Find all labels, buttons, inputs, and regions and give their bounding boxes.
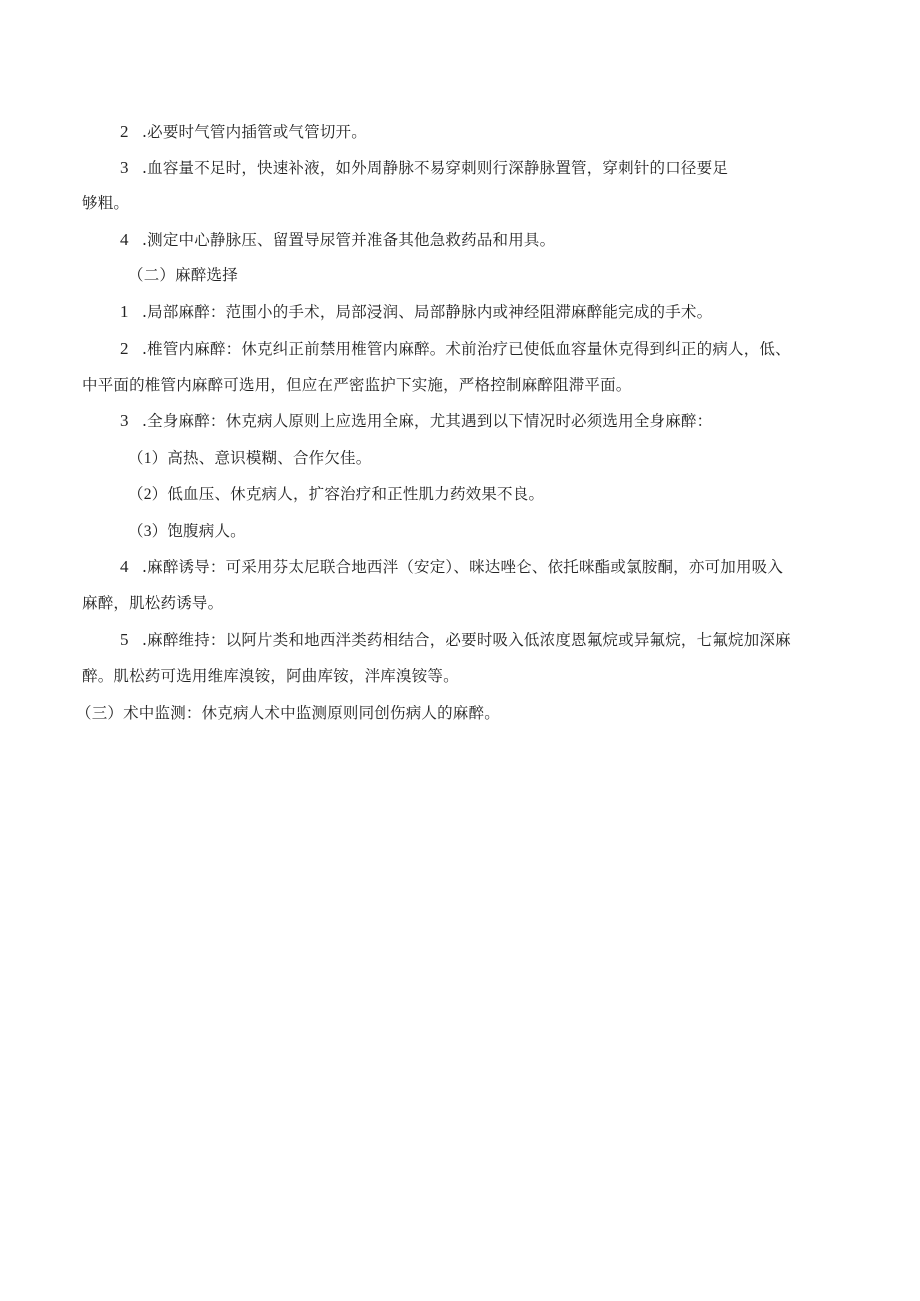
item-text: .椎管内麻醉：休克纠正前禁用椎管内麻醉。术前治疗已使低血容量休克得到纠正的病人，低、 — [142, 340, 791, 358]
item-text: .必要时气管内插管或气管切开。 — [142, 123, 367, 141]
anes-spinal — [120, 339, 791, 359]
sub-item-mark: （1） — [128, 450, 168, 467]
item-number: 4 — [120, 557, 129, 576]
section-heading-intraop-monitoring: （三）术中监测：休克病人术中监测原则同创伤病人的麻醉。 — [76, 704, 500, 722]
item-text: .麻醉维持：以阿片类和地西泮类药相结合，必要时吸入低浓度恩氟烷或异氟烷，七氟烷加深麻 — [142, 631, 791, 649]
anes-local — [120, 302, 712, 322]
item-number: 1 — [120, 302, 129, 321]
item-number: 4 — [120, 230, 129, 249]
anes-general — [120, 411, 712, 431]
item-text: .血容量不足时，快速补液，如外周静脉不易穿刺则行深静脉置管，穿刺针的口径要足 — [142, 159, 729, 177]
anes-spinal-continuation: 中平面的椎管内麻醉可选用，但应在严密监护下实施，严格控制麻醉阻滞平面。 — [82, 376, 632, 394]
anes-maintenance — [120, 630, 791, 650]
item-number: 5 — [120, 630, 129, 649]
item-fluid-continuation: 够粗。 — [82, 194, 130, 212]
item-number: 2 — [120, 122, 129, 141]
item-text: .麻醉诱导：可采用芬太尼联合地西泮（安定）、咪达唑仑、依托咪酯或氯胺酮，亦可加用吸入 — [142, 558, 784, 576]
section-heading-anesthesia-choice: （二）麻醉选择 — [128, 266, 238, 284]
item-text: .局部麻醉：范围小的手术，局部浸润、局部静脉内或神经阻滞麻醉能完成的手术。 — [142, 303, 713, 321]
item-cvp — [120, 230, 555, 250]
item-text: .测定中心静脉压、留置导尿管并准备其他急救药品和用具。 — [142, 231, 556, 249]
sub-item-text: 饱腹病人。 — [167, 522, 246, 540]
item-number: 3 — [120, 411, 129, 430]
item-number: 2 — [120, 339, 129, 358]
sub-item-mark: （2） — [128, 486, 168, 503]
anes-induction — [120, 557, 783, 577]
sub-item-mark: （3） — [128, 523, 168, 540]
item-fluid — [120, 158, 728, 178]
anes-maintenance-continuation: 醉。肌松药可选用维库溴铵，阿曲库铵，泮库溴铵等。 — [82, 667, 459, 685]
sub-item-3 — [128, 521, 246, 542]
sub-item-2 — [128, 484, 544, 505]
item-intubation — [120, 122, 367, 142]
sub-item-text: 低血压、休克病人，扩容治疗和正性肌力药效果不良。 — [167, 485, 545, 503]
item-text: .全身麻醉：休克病人原则上应选用全麻，尤其遇到以下情况时必须选用全身麻醉： — [142, 412, 713, 430]
sub-item-1 — [128, 448, 371, 469]
item-number: 3 — [120, 158, 129, 177]
sub-item-text: 高热、意识模糊、合作欠佳。 — [167, 449, 372, 467]
anes-induction-continuation: 麻醉，肌松药诱导。 — [82, 594, 224, 612]
